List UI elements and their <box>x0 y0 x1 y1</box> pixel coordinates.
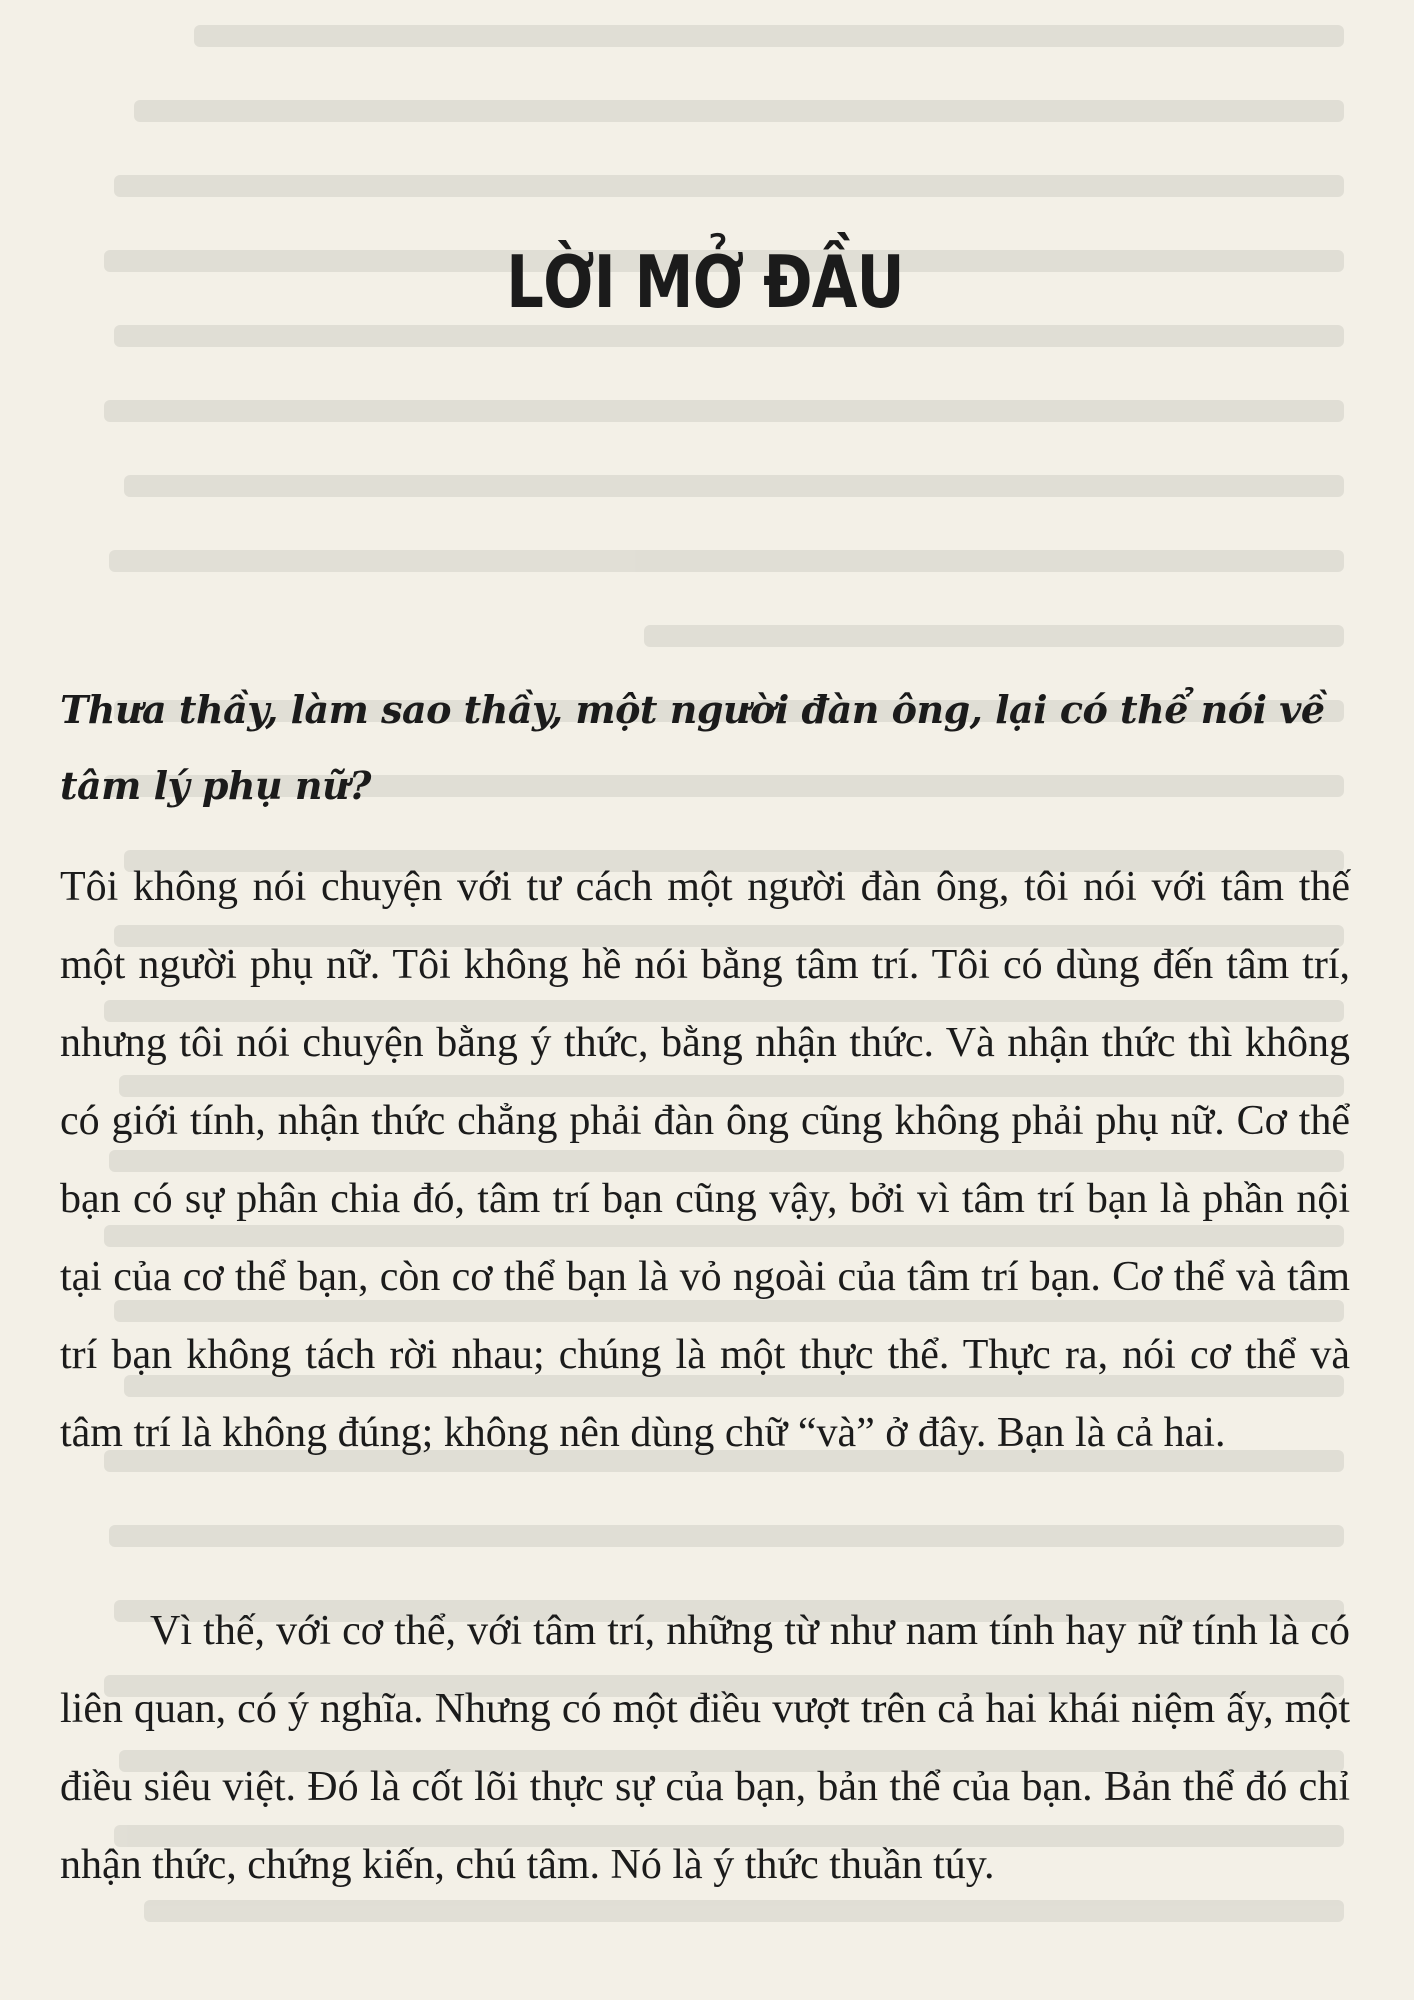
question-heading: Thưa thầy, làm sao thầy, một người đàn ông, lại có thể nói về tâm lý phụ nữ? <box>60 687 1325 808</box>
chapter-title: LỜI MỞ ĐẦU <box>506 240 904 324</box>
answer-paragraph-1: Tôi không nói chuyện với tư cách một người đàn ông, tôi nói với tâm thế một người phụ nữ. Tôi không hề nói bằng tâm trí. Tôi có dùng đến tâm trí, nhưng tôi nói chuyện bằng ý thức, bằng nhận thức. Và nhận thức thì không có giới tính, nhận thức chẳng phải đàn ông cũng không phải phụ nữ. Cơ thể bạn có sự phân chia đó, tâm trí bạn cũng vậy, bởi vì tâm trí bạn là phần nội tại của cơ thể bạn, còn cơ thể bạn là vỏ ngoài của tâm trí bạn. Cơ thể và tâm trí bạn không tách rời nhau; chúng là một thực thể. Thực ra, nói cơ thể và tâm trí là không đúng; không nên dùng chữ “và” ở đây. Bạn là cả hai. <box>60 864 1350 1456</box>
answer-paragraph-2: Vì thế, với cơ thể, với tâm trí, những từ như nam tính hay nữ tính là có liên quan, có ý nghĩa. Nhưng có một điều vượt trên cả hai khái niệm ấy, một điều siêu việt. Đó là cốt lõi thực sự của bạn, bản thể của bạn. Bản thể đó chỉ nhận thức, chứng kiến, chú tâm. Nó là ý thức thuần túy. <box>60 1608 1350 1888</box>
